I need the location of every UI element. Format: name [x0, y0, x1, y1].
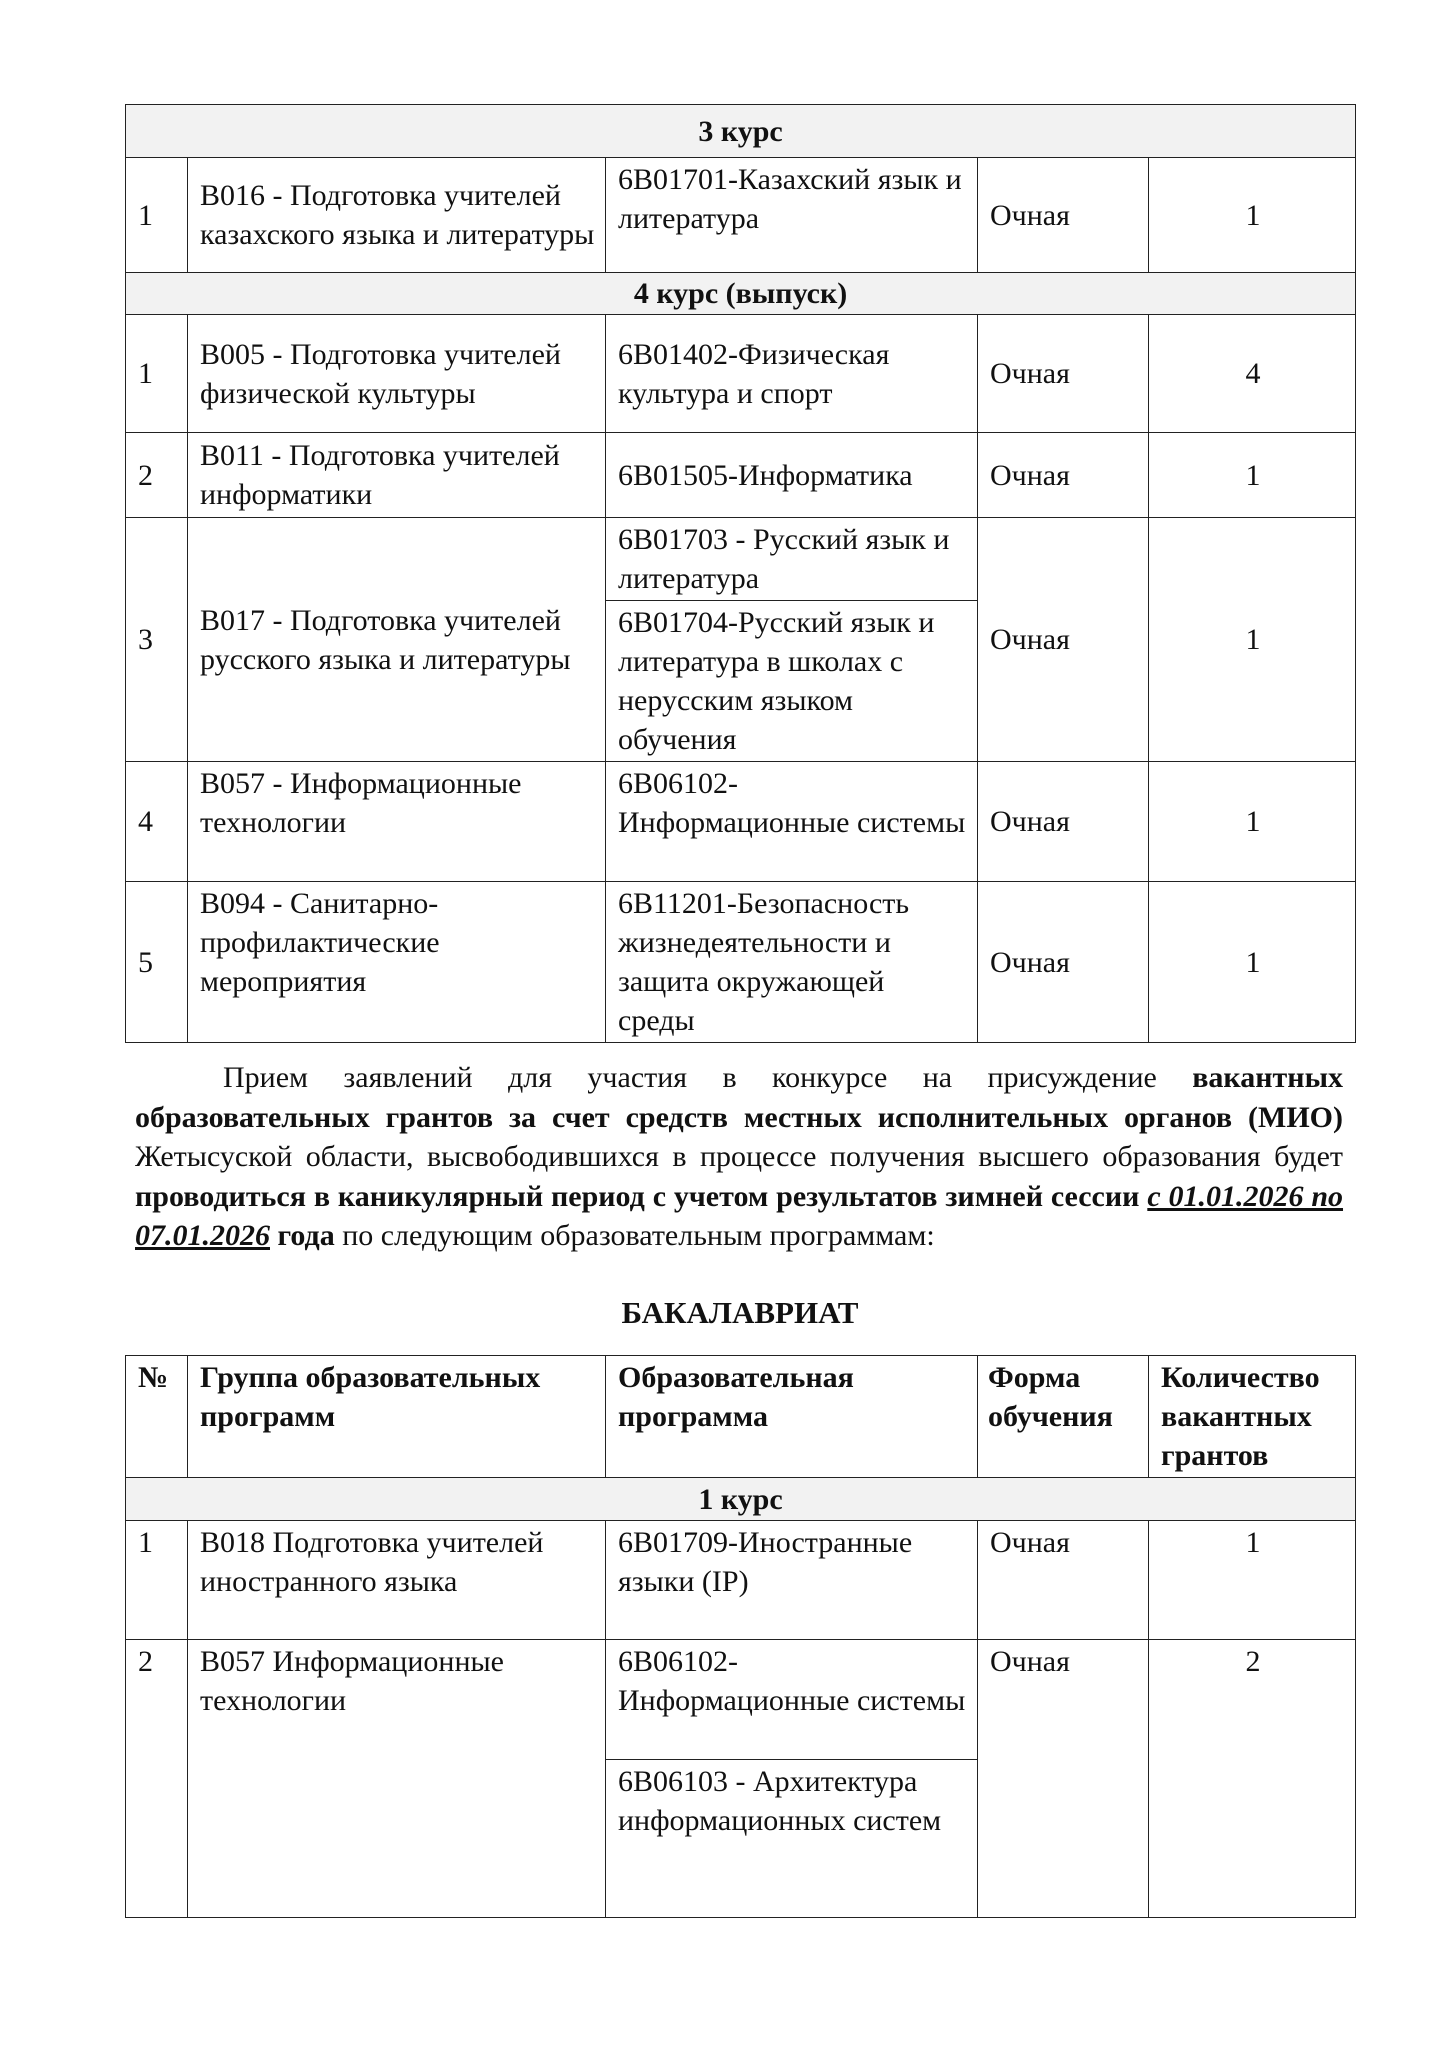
row-number: 5 [126, 882, 188, 1043]
table-row [126, 518, 1356, 601]
bachelor-vacant-grants-table [125, 1355, 1356, 1918]
row-number: 3 [126, 518, 188, 762]
section-row-course-3 [126, 105, 1356, 158]
paragraph-bold-grants: вакантных образовательных грантов за счет средств местных исполнительных органов (МИО) [135, 1061, 1343, 1134]
education-program: 6B01402-Физическая культура и спорт [606, 315, 978, 433]
table-row [126, 1640, 1356, 1760]
header-number: № [126, 1356, 188, 1478]
header-program-group: Группа образовательных программ [188, 1356, 606, 1478]
row-number: 1 [126, 1521, 188, 1640]
table-row [126, 158, 1356, 273]
row-number: 1 [126, 158, 188, 273]
education-program: 6B06102-Информационные системы [606, 762, 978, 882]
application-date-range: с 01.01.2026 по 07.01.2026 [135, 1179, 1344, 1252]
study-form: Очная [978, 315, 1149, 433]
section-title: 4 курс (выпуск) [126, 273, 1356, 315]
program-group: B057 - Информационные технологии [188, 762, 606, 882]
paragraph-bold-year: года [270, 1219, 335, 1252]
education-program: 6B01701-Казахский язык и литература [606, 158, 978, 273]
row-number: 4 [126, 762, 188, 882]
study-form: Очная [978, 433, 1149, 518]
paragraph-text: Жетысуской области, высвободившихся в процессе получения высшего образования будет [135, 1140, 1343, 1173]
study-form: Очная [978, 882, 1149, 1043]
program-group: B005 - Подготовка учителей физической культуры [188, 315, 606, 433]
study-form: Очная [978, 158, 1149, 273]
grant-count: 1 [1149, 762, 1356, 882]
section-row-course-1 [126, 1478, 1356, 1521]
education-program: 6B01709-Иностранные языки (IP) [606, 1521, 978, 1640]
row-number: 2 [126, 1640, 188, 1918]
header-study-form: Форма обучения [978, 1356, 1149, 1478]
education-program: 6B01703 - Русский язык и литература [606, 518, 978, 601]
section-title: 3 курс [126, 105, 1356, 158]
education-program: 6B06102-Информационные системы [606, 1640, 978, 1760]
study-form: Очная [978, 762, 1149, 882]
education-program: 6B01505-Информатика [606, 433, 978, 518]
paragraph-text: Прием заявлений для участия в конкурсе на присуждение [223, 1061, 1193, 1094]
row-number: 1 [126, 315, 188, 433]
section-heading-bachelor: БАКАЛАВРИАТ [621, 1295, 859, 1330]
program-group: B011 - Подготовка учителей информатики [188, 433, 606, 518]
table-row [126, 315, 1356, 433]
study-form: Очная [978, 518, 1149, 762]
paragraph-text: по следующим образовательным программам: [334, 1219, 935, 1252]
table-row [126, 1521, 1356, 1640]
header-education-program: Образовательная программа [606, 1356, 978, 1478]
education-program: 6B01704-Русский язык и литература в школах с нерусским языком обучения [606, 601, 978, 762]
grant-count: 1 [1149, 433, 1356, 518]
grant-count: 1 [1149, 518, 1356, 762]
paragraph-bold-period: проводиться в каникулярный период с учетом результатов зимней сессии [135, 1179, 1140, 1213]
education-program: 6B06103 - Архитектура информационных систем [606, 1760, 978, 1918]
program-group: B057 Информационные технологии [188, 1640, 606, 1918]
program-group: B016 - Подготовка учителей казахского языка и литературы [188, 158, 606, 273]
table-row [126, 433, 1356, 518]
table-header-row [126, 1356, 1356, 1478]
grant-count: 4 [1149, 315, 1356, 433]
program-group: B018 Подготовка учителей иностранного языка [188, 1521, 606, 1640]
program-group: B094 - Санитарно-профилактические мероприятия [188, 882, 606, 1043]
announcement-paragraph [135, 1058, 1343, 1256]
header-grant-count: Количество вакантных грантов [1149, 1356, 1356, 1478]
study-form: Очная [978, 1521, 1149, 1640]
grant-count: 1 [1149, 882, 1356, 1043]
education-program: 6B11201-Безопасность жизнедеятельности и защита окружающей среды [606, 882, 978, 1043]
vacant-grants-table-continued [125, 104, 1356, 1043]
grant-count: 2 [1149, 1640, 1356, 1918]
row-number: 2 [126, 433, 188, 518]
grant-count: 1 [1149, 158, 1356, 273]
section-row-course-4 [126, 273, 1356, 315]
grant-count: 1 [1149, 1521, 1356, 1640]
table-row [126, 882, 1356, 1043]
section-title: 1 курс [126, 1478, 1356, 1521]
table-row [126, 762, 1356, 882]
program-group: B017 - Подготовка учителей русского языка и литературы [188, 518, 606, 762]
study-form: Очная [978, 1640, 1149, 1918]
